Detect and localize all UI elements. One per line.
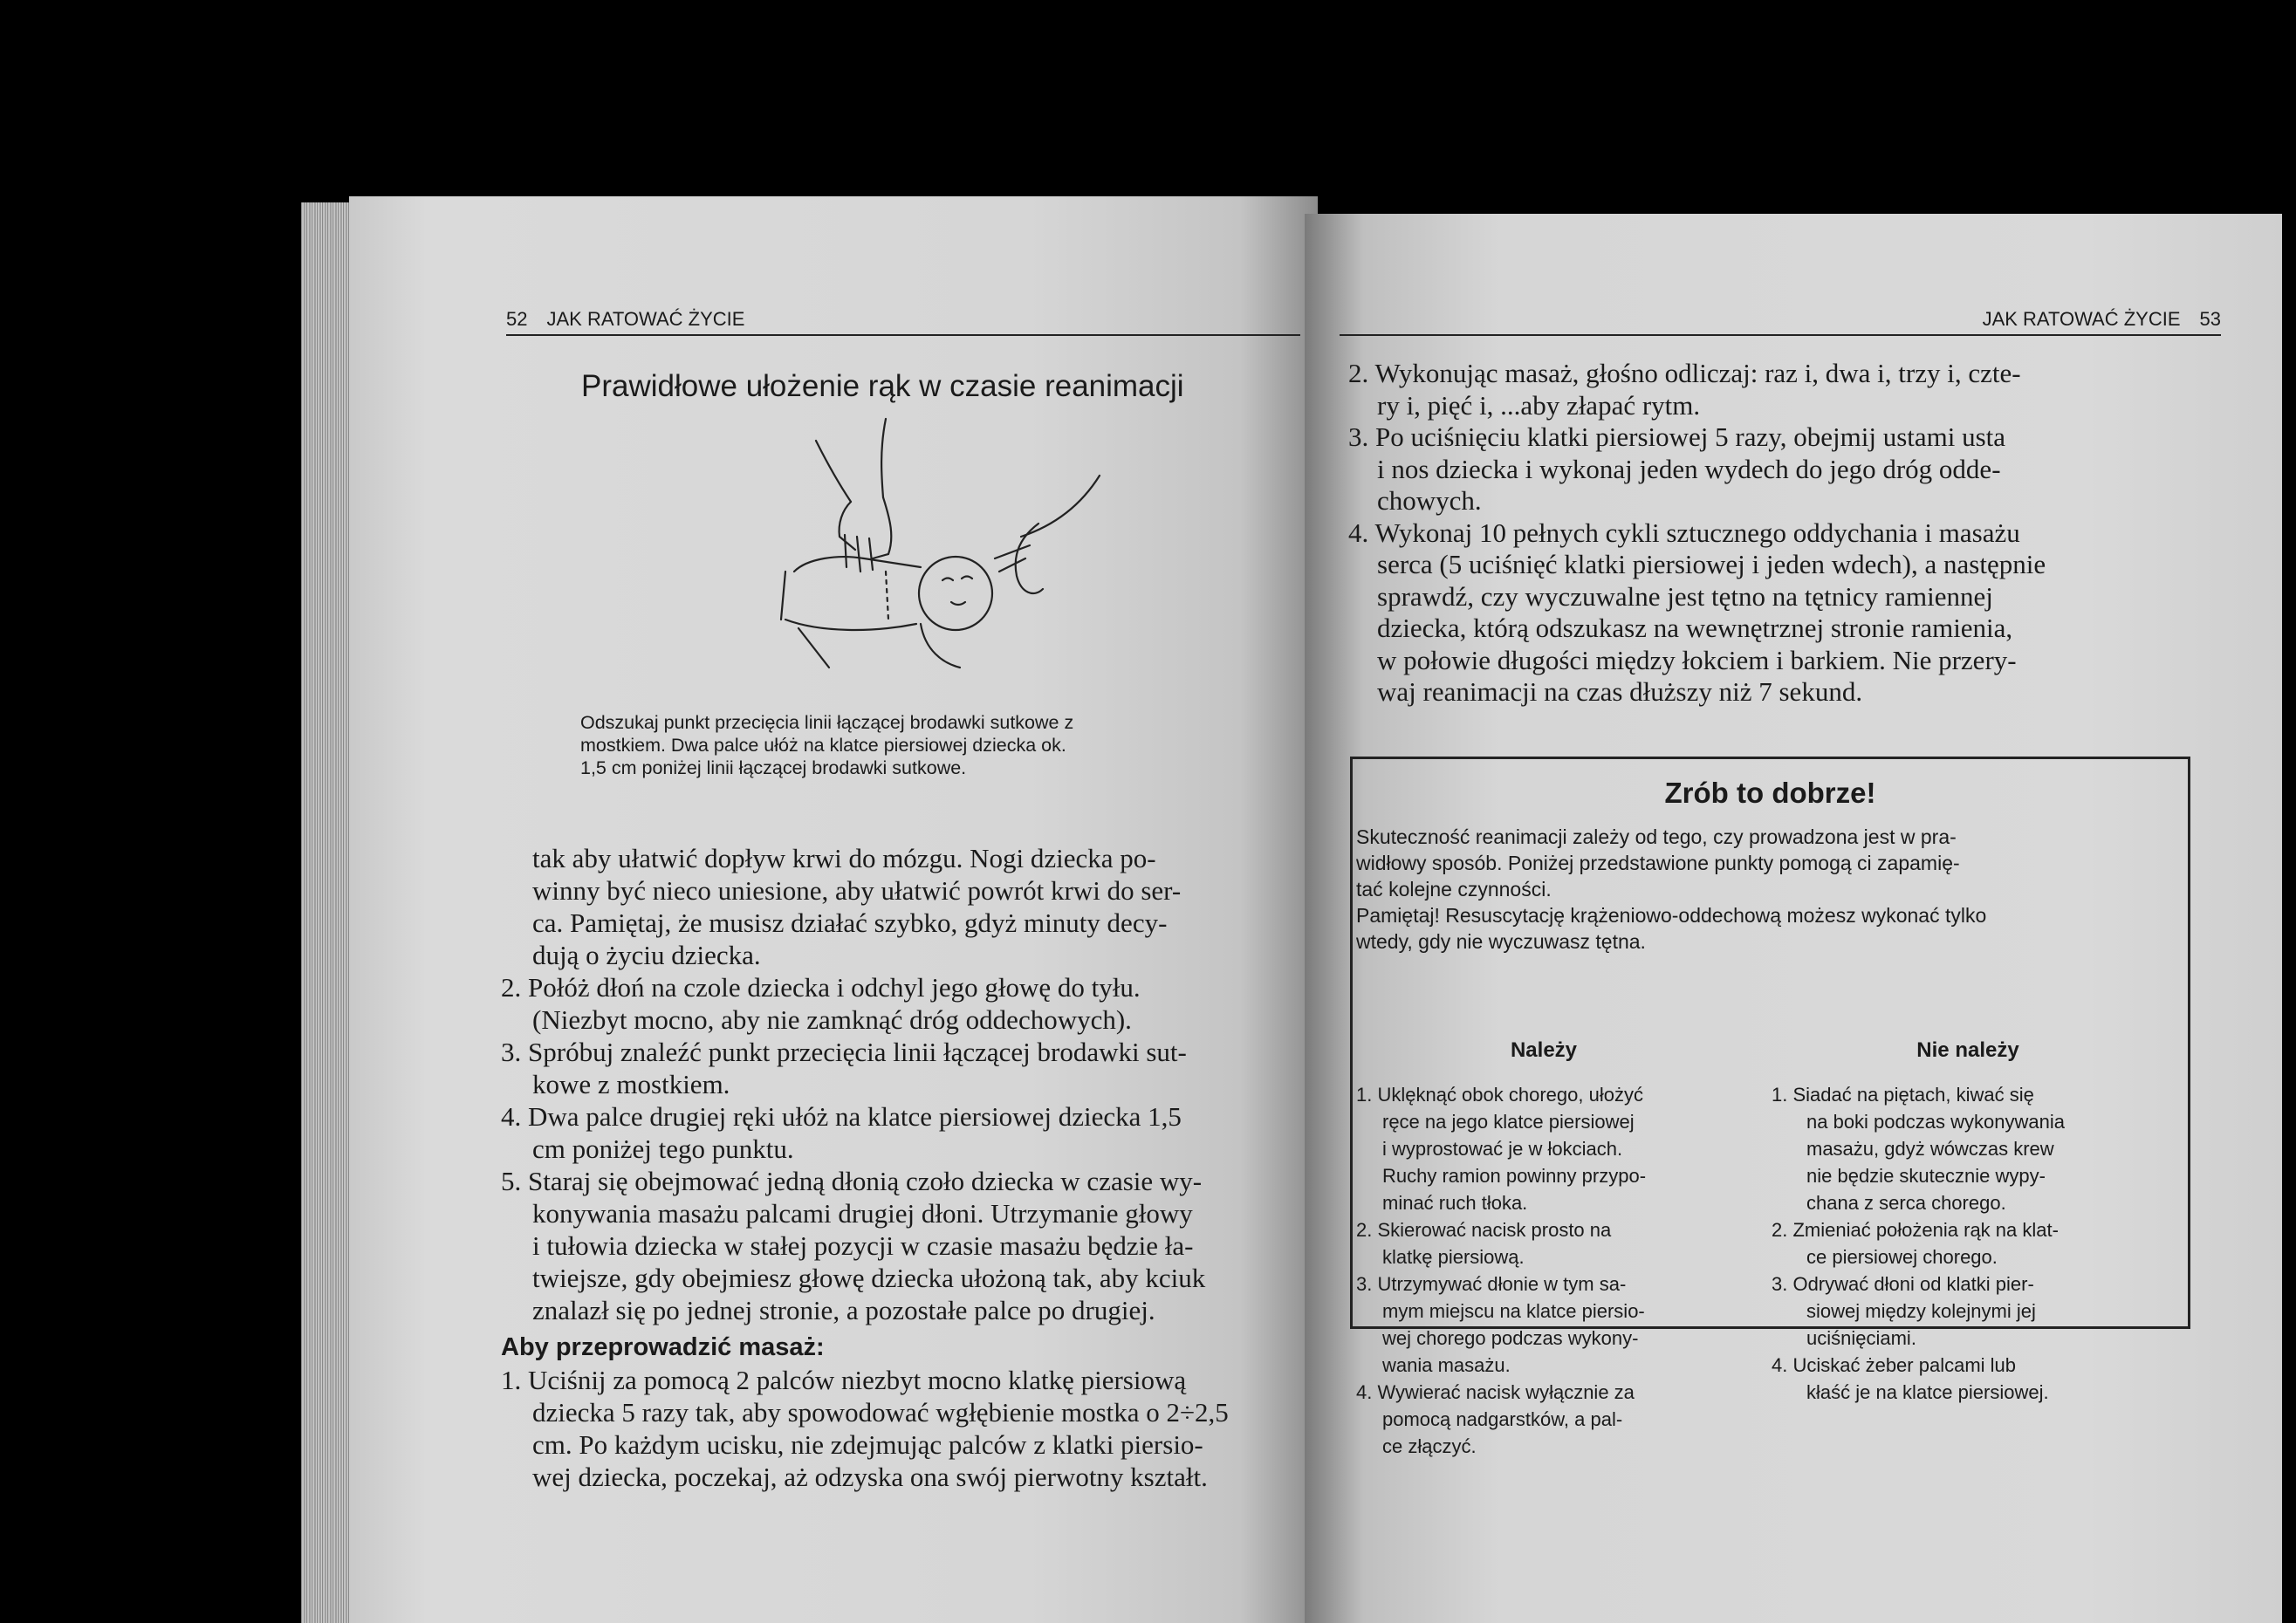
text-line: masażu, gdyż wówczas krew	[1806, 1138, 2054, 1160]
text-line: kowe z mostkiem.	[532, 1069, 730, 1099]
step-item	[501, 1036, 1269, 1100]
right-body-text	[1348, 358, 2160, 709]
running-head-title: JAK RATOWAĆ ŻYCIE	[1982, 308, 2181, 330]
text-line: twiejsze, gdy obejmiesz głowę dziecka ułożoną tak, aby kciuk	[532, 1263, 1206, 1293]
text-line: uciśnięciami.	[1806, 1327, 1916, 1349]
text-line: 5. Staraj się obejmować jedną dłonią czoło dziecka w czasie wy-	[501, 1166, 1203, 1196]
text-line: dziecka, którą odszukasz na wewnętrznej stronie ramienia,	[1377, 613, 2013, 643]
text-line: i tułowia dziecka w stałej pozycji w czasie masażu będzie ła-	[532, 1230, 1194, 1261]
text-line: 3. Po uciśnięciu klatki piersiowej 5 razy, obejmij ustami usta	[1348, 421, 2006, 452]
cpr-hand-position-illustration	[733, 414, 1108, 681]
text-line: siowej między kolejnymi jej	[1806, 1300, 2036, 1322]
text-line: dziecka 5 razy tak, aby spowodować wgłębienie mostka o 2÷2,5	[532, 1397, 1229, 1428]
dont-item	[1763, 1081, 2138, 1216]
text-line: mym miejscu na klatce piersio-	[1382, 1300, 1645, 1322]
running-head-left	[506, 308, 1300, 336]
text-line: winny być nieco uniesione, aby ułatwić powrót krwi do ser-	[532, 875, 1182, 906]
text-line: 1. Uciśnij za pomocą 2 palców niezbyt mocno klatkę piersiową	[501, 1365, 1187, 1395]
text-line: 4. Dwa palce drugiej ręki ułóż na klatce piersiowej dziecka 1,5	[501, 1101, 1182, 1132]
text-line: ce piersiowej chorego.	[1806, 1246, 1998, 1268]
do-heading: Należy	[1510, 1038, 1578, 1062]
text-line: cm poniżej tego punktu.	[532, 1133, 794, 1164]
text-line: wtedy, gdy nie wyczuwasz tętna.	[1356, 930, 1646, 953]
text-line: (Niezbyt mocno, aby nie zamknąć dróg oddechowych).	[532, 1004, 1132, 1035]
step-item	[501, 1364, 1269, 1493]
text-line: kłaść je na klatce piersiowej.	[1806, 1381, 2049, 1403]
text-line: 4. Uciskać żeber palcami lub	[1772, 1354, 2017, 1376]
text-line: ca. Pamiętaj, że musisz działać szybko, gdyż minuty decy-	[532, 907, 1168, 938]
continuation-paragraph	[501, 842, 1269, 971]
page-number: 53	[2199, 308, 2221, 330]
text-line: znalazł się po jednej stronie, a pozostałe palce po drugiej.	[532, 1295, 1155, 1325]
text-line: wej dziecka, poczekaj, aż odzyska ona swój pierwotny kształt.	[532, 1462, 1208, 1492]
dont-item	[1763, 1270, 2138, 1352]
caption-line: Odszukaj punkt przecięcia linii łączącej brodawki sutkowe z	[580, 712, 1074, 733]
text-line: 2. Połóż dłoń na czole dziecka i odchyl jego głowę do tyłu.	[501, 972, 1141, 1003]
text-line: i nos dziecka i wykonaj jeden wydech do jego dróg odde-	[1377, 453, 2001, 484]
text-line: wej chorego podczas wykony-	[1382, 1327, 1639, 1349]
text-line: Pamiętaj! Resuscytację krążeniowo-oddechową możesz wykonać tylko	[1356, 904, 1987, 927]
text-line: w połowie długości między łokciem i barkiem. Nie przery-	[1377, 644, 2017, 675]
text-line: chana z serca chorego.	[1806, 1192, 2006, 1214]
text-line: ręce na jego klatce piersiowej	[1382, 1111, 1635, 1133]
text-line: Ruchy ramion powinny przypo-	[1382, 1165, 1647, 1187]
caption-line: mostkiem. Dwa palce ułóż na klatce piersiowej dziecka ok.	[580, 735, 1066, 756]
text-line: nie będzie skutecznie wypy-	[1806, 1165, 2046, 1187]
text-line: ce złączyć.	[1382, 1435, 1477, 1457]
do-it-right-box	[1350, 757, 2190, 1457]
running-head-right	[1340, 308, 2221, 336]
text-line: pomocą nadgarstków, a pal-	[1382, 1408, 1623, 1430]
text-line: waj reanimacji na czas dłuższy niż 7 sekund.	[1377, 676, 1863, 707]
text-line: Skuteczność reanimacji zależy od tego, czy prowadzona jest w pra-	[1356, 825, 1957, 848]
step-item	[1348, 517, 2160, 709]
text-line: 2. Skierować nacisk prosto na	[1356, 1219, 1612, 1241]
text-line: widłowy sposób. Poniżej przedstawione punkty pomogą ci zapamię-	[1356, 852, 1960, 874]
dont-column	[1763, 1037, 2138, 1406]
text-line: tak aby ułatwić dopływ krwi do mózgu. Nogi dziecka po-	[532, 843, 1156, 873]
text-line: i wyprostować je w łokciach.	[1382, 1138, 1623, 1160]
right-page	[1305, 214, 2282, 1623]
text-line: tać kolejne czynności.	[1356, 878, 1552, 901]
box-title: Zrób to dobrze!	[1664, 777, 1876, 809]
caption-line: 1,5 cm poniżej linii łączącej brodawki sutkowe.	[580, 757, 967, 778]
text-line: 1. Siadać na piętach, kiwać się	[1772, 1084, 2034, 1106]
do-column	[1356, 1037, 1731, 1460]
text-line: 4. Wykonaj 10 pełnych cykli sztucznego oddychania i masażu	[1348, 517, 2020, 548]
massage-subheading: Aby przeprowadzić masaż:	[501, 1333, 825, 1361]
figure-caption	[580, 711, 1261, 779]
dont-item	[1763, 1216, 2138, 1270]
text-line: ry i, pięć i, ...aby złapać rytm.	[1377, 389, 1701, 421]
text-line: wania masażu.	[1382, 1354, 1511, 1376]
page-edge-stack	[301, 202, 353, 1623]
dont-heading: Nie należy	[1916, 1038, 2019, 1062]
text-line: 1. Uklęknąć obok chorego, ułożyć	[1356, 1084, 1643, 1106]
running-head-title: JAK RATOWAĆ ŻYCIE	[546, 308, 745, 330]
text-line: sprawdź, czy wyczuwalne jest tętno na tętnicy ramiennej	[1377, 580, 1993, 612]
text-line: 4. Wywierać nacisk wyłącznie za	[1356, 1381, 1635, 1403]
text-line: chowych.	[1377, 485, 1482, 516]
text-line: cm. Po każdym ucisku, nie zdejmując palców z klatki piersio-	[532, 1429, 1203, 1460]
figure-title: Prawidłowe ułożenie rąk w czasie reanimacji	[581, 369, 1184, 403]
text-line: serca (5 uciśnięć klatki piersiowej i jeden wdech), a następnie	[1377, 549, 2046, 579]
step-item	[1348, 421, 2160, 517]
text-line: 3. Spróbuj znaleźć punkt przecięcia linii łączącej brodawki sut-	[501, 1037, 1187, 1067]
do-item	[1356, 1379, 1731, 1460]
page-number: 52	[506, 308, 528, 330]
text-line: klatkę piersiową.	[1382, 1246, 1525, 1268]
step-item	[501, 1165, 1269, 1326]
text-line: dują o życiu dziecka.	[532, 940, 761, 970]
step-item	[1348, 358, 2160, 421]
text-line: 2. Zmieniać położenia rąk na klat-	[1772, 1219, 2059, 1241]
text-line: konywania masażu palcami drugiej dłoni. Utrzymanie głowy	[532, 1198, 1193, 1229]
left-body-text	[501, 842, 1269, 1493]
text-line: 3. Utrzymywać dłonie w tym sa-	[1356, 1273, 1627, 1295]
step-item	[501, 971, 1269, 1036]
text-line: na boki podczas wykonywania	[1806, 1111, 2065, 1133]
step-item	[501, 1100, 1269, 1165]
text-line: minać ruch tłoka.	[1382, 1192, 1528, 1214]
do-item	[1356, 1081, 1731, 1216]
text-line: 2. Wykonując masaż, głośno odliczaj: raz i, dwa i, trzy i, czte-	[1348, 358, 2021, 388]
box-intro	[1356, 824, 2188, 955]
text-line: 3. Odrywać dłoni od klatki pier-	[1772, 1273, 2034, 1295]
do-item	[1356, 1270, 1731, 1379]
dont-item	[1763, 1352, 2138, 1406]
do-item	[1356, 1216, 1731, 1270]
left-page	[349, 196, 1318, 1623]
